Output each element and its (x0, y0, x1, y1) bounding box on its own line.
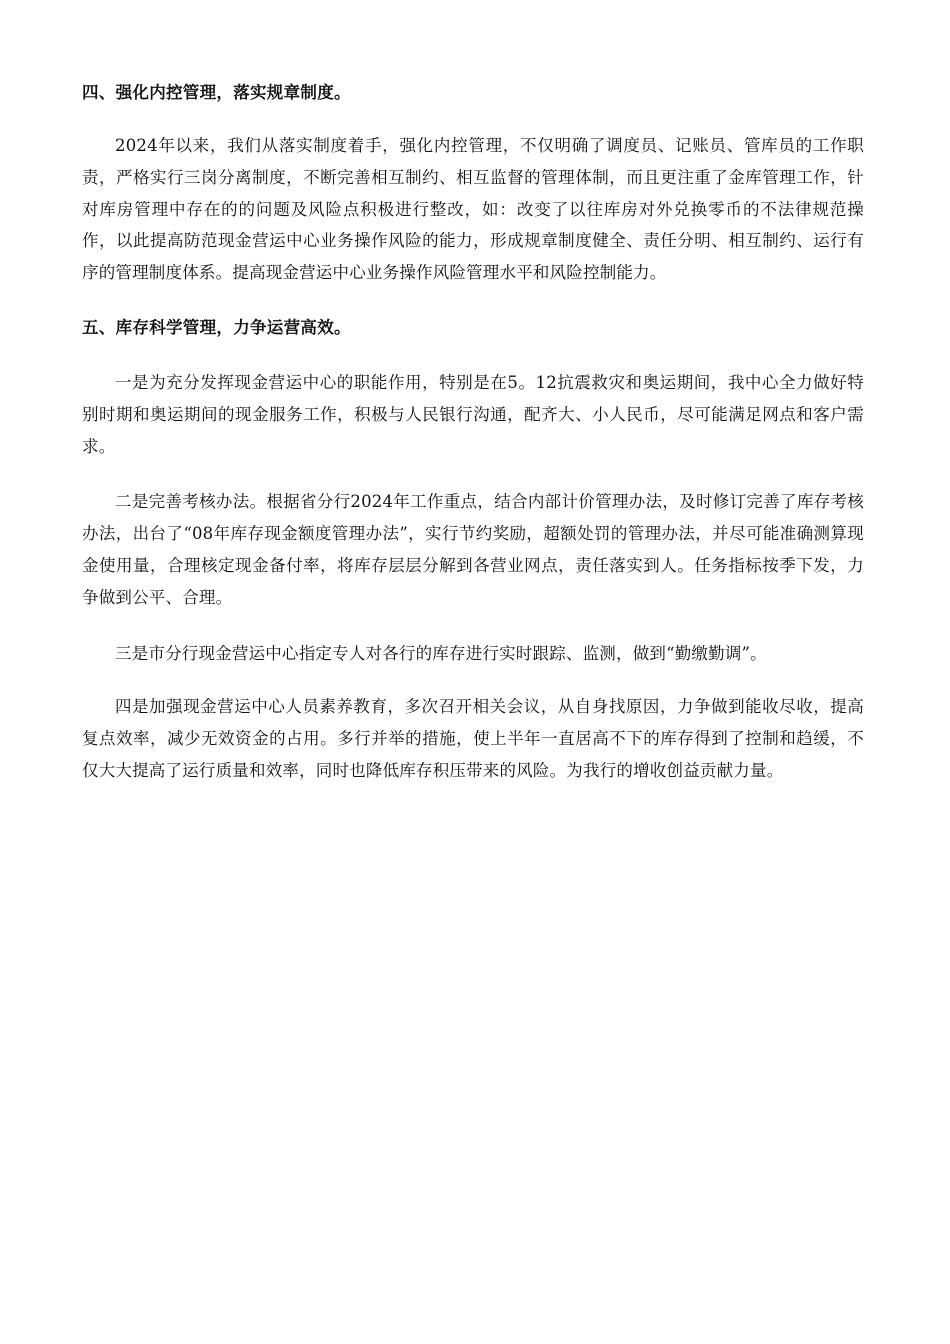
section-heading-four: 四、强化内控管理，落实规章制度。 (82, 83, 351, 102)
section-five-paragraph-one: 一是为充分发挥现金营运中心的职能作用，特别是在5。12抗震救灾和奥运期间，我中心全力做好特别时期和奥运期间的现金服务工作，积极与人民银行沟通，配齐大、小人民币，尽可能满足网点和客户需求。 (82, 372, 864, 456)
section-five-paragraph-two: 二是完善考核办法。根据省分行2024年工作重点，结合内部计价管理办法，及时修订完善了库存考核办法，出台了“08年库存现金额度管理办法”，实行节约奖励，超额处罚的管理办法，并尽可能准确测算现金使用量，合理核定现金备付率，将库存层层分解到各营业网点，责任落实到人。任务指标按季下发，力争做到公平、合理。 (82, 492, 864, 607)
document-page (82, 78, 864, 787)
section-heading-five: 五、库存科学管理，力争运营高效。 (82, 317, 351, 337)
section-four-paragraph: 2024年以来，我们从落实制度着手，强化内控管理，不仅明确了调度员、记账员、管库员的工作职责，严格实行三岗分离制度，不断完善相互制约、相互监督的管理体制，而且更注重了金库管理工作，针对库房管理中存在的的问题及风险点积极进行整改，如：改变了以往库房对外兑换零币的不法律规范操作，以此提高防范现金营运中心业务操作风险的能力，形成规章制度健全、责任分明、相互制约、运行有序的管理制度体系。提高现金营运中心业务操作风险管理水平和风险控制能力。 (82, 136, 864, 283)
section-five-paragraph-three: 三是市分行现金营运中心指定专人对各行的库存进行实时跟踪、监测，做到“勤缴勤调”。 (115, 643, 767, 663)
section-five-paragraph-four: 四是加强现金营运中心人员素养教育，多次召开相关会议，从自身找原因，力争做到能收尽收，提高复点效率，减少无效资金的占用。多行并举的措施，使上半年一直居高不下的库存得到了控制和趋缓，不仅大大提高了运行质量和效率，同时也降低库存积压带来的风险。为我行的增收创益贡献力量。 (82, 697, 864, 780)
